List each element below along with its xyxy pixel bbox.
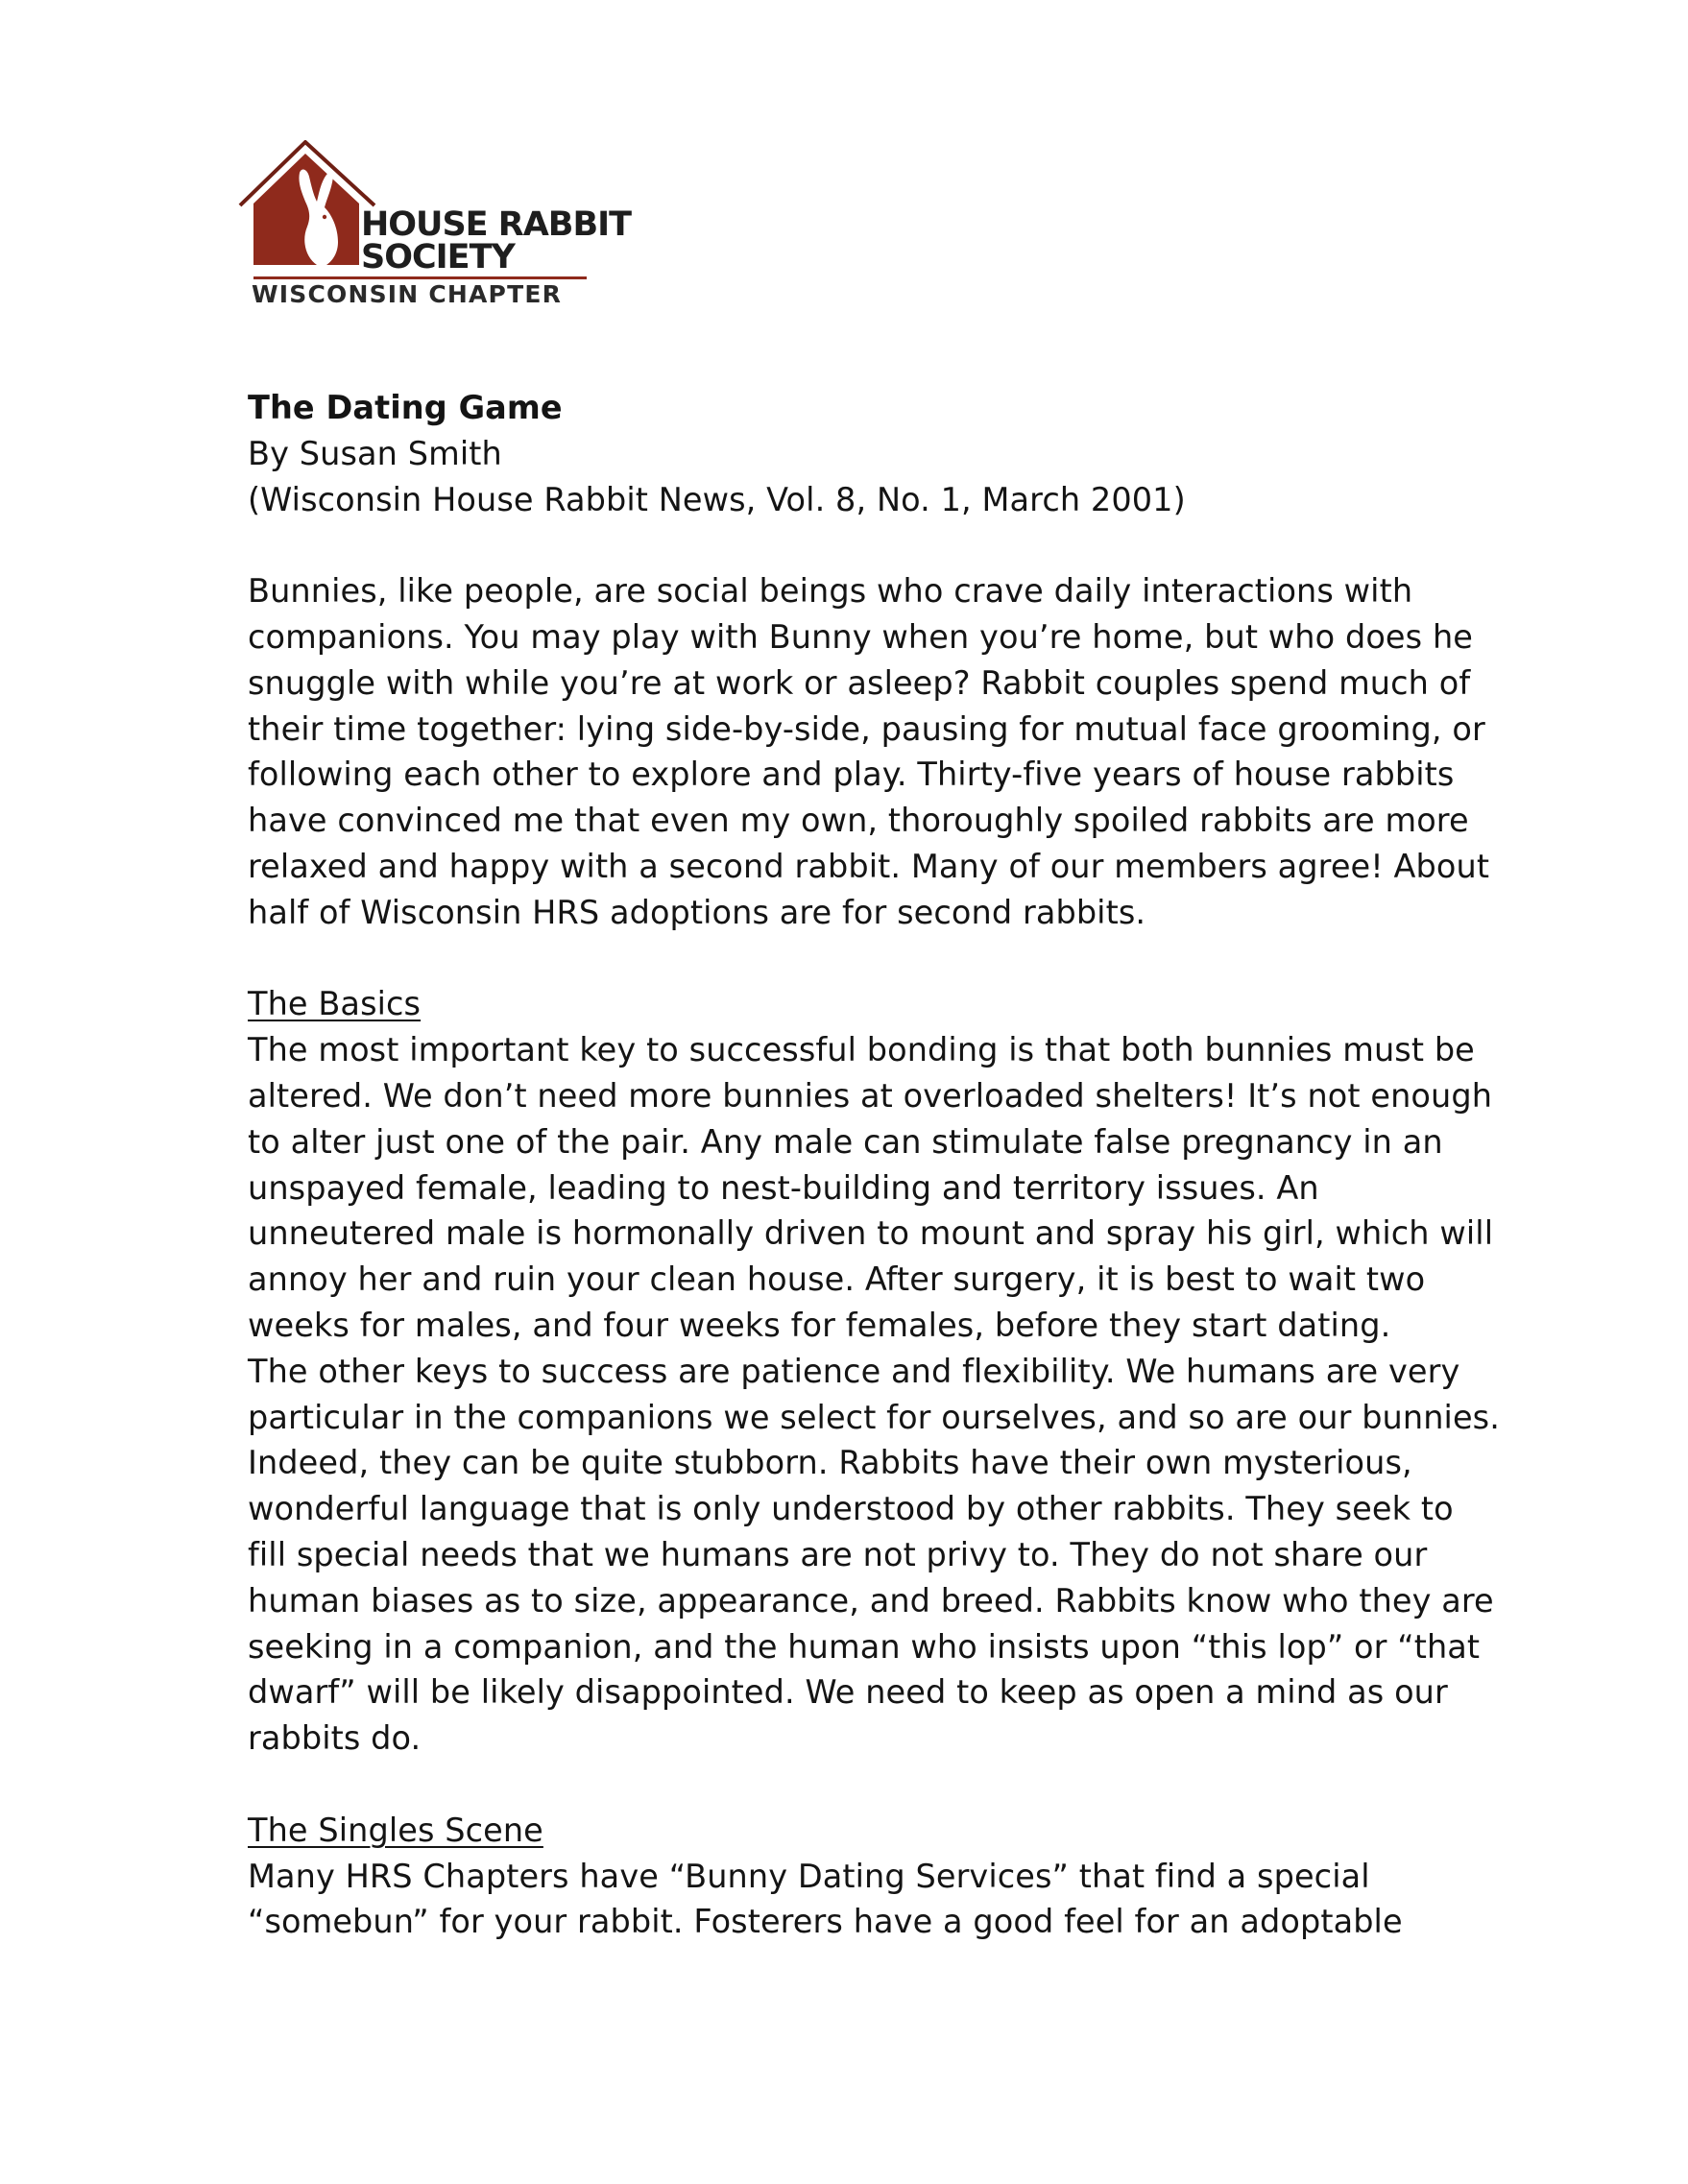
logo-title-line-1: HOUSE RABBIT: [361, 205, 632, 244]
text-line: dwarf” will be likely disappointed. We need to keep as open a mind as our: [248, 1673, 1448, 1712]
text-line: half of Wisconsin HRS adoptions are for second rabbits.: [248, 893, 1146, 931]
article-title: The Dating Game: [248, 389, 563, 426]
article-source: (Wisconsin House Rabbit News, Vol. 8, No. 1, March 2001): [248, 480, 1186, 518]
singles-section: [248, 1854, 1496, 1946]
logo-divider: [253, 276, 587, 279]
section-heading-singles: The Singles Scene: [248, 1811, 543, 1849]
text-line: human biases as to size, appearance, and breed. Rabbits know who they are: [248, 1581, 1494, 1620]
article-byline: By Susan Smith: [248, 434, 502, 472]
text-line: unspayed female, leading to nest-building and territory issues. An: [248, 1168, 1319, 1207]
paragraph-gap: [248, 936, 1496, 982]
text-line: have convinced me that even my own, thoroughly spoiled rabbits are more: [248, 802, 1469, 840]
logo-chapter-name: WISCONSIN CHAPTER: [252, 280, 563, 308]
text-line: seeking in a companion, and the human who insists upon “this lop” or “that: [248, 1627, 1481, 1666]
article-body: [248, 385, 1500, 1945]
text-line: Indeed, they can be quite stubborn. Rabbits have their own mysterious,: [248, 1444, 1412, 1482]
section-heading-basics: The Basics: [248, 985, 422, 1023]
logo-title-line-2: SOCIETY: [361, 238, 515, 276]
text-line: rabbits do.: [248, 1719, 422, 1758]
text-line: following each other to explore and play. Thirty-five years of house rabbits: [248, 756, 1455, 794]
text-line: wonderful language that is only understood by other rabbits. They seek to: [248, 1490, 1454, 1528]
intro-paragraph: [248, 568, 1496, 935]
text-line: Bunnies, like people, are social beings who crave daily interactions with: [248, 572, 1413, 611]
text-line: companions. You may play with Bunny when you’re home, but who does he: [248, 617, 1473, 656]
text-line: relaxed and happy with a second rabbit. Many of our members agree! About: [248, 847, 1490, 885]
text-line: Many HRS Chapters have “Bunny Dating Services” that find a special: [248, 1857, 1370, 1895]
text-line: to alter just one of the pair. Any male can stimulate false pregnancy in an: [248, 1122, 1443, 1161]
text-line: The most important key to successful bonding is that both bunnies must be: [248, 1031, 1475, 1069]
paragraph-gap: [248, 522, 1496, 568]
paragraph-gap: [248, 1762, 1496, 1808]
text-line: fill special needs that we humans are not privy to. They do not share our: [248, 1535, 1428, 1573]
text-line: particular in the companions we select for ourselves, and so are our bunnies.: [248, 1398, 1500, 1436]
text-line: their time together: lying side-by-side, pausing for mutual face grooming, or: [248, 709, 1485, 748]
text-line: “somebun” for your rabbit. Fosterers have a good feel for an adoptable: [248, 1903, 1403, 1941]
basics-section: [248, 1027, 1500, 1762]
text-line: altered. We don’t need more bunnies at overloaded shelters! It’s not enough: [248, 1076, 1493, 1115]
text-line: The other keys to success are patience and flexibility. We humans are very: [248, 1352, 1460, 1390]
text-line: annoy her and ruin your clean house. After surgery, it is best to wait two: [248, 1260, 1426, 1299]
text-line: unneutered male is hormonally driven to mount and spray his girl, which will: [248, 1214, 1494, 1253]
text-line: snuggle with while you’re at work or asleep? Rabbit couples spend much of: [248, 663, 1471, 702]
house-rabbit-society-logo: [234, 140, 632, 308]
text-line: weeks for males, and four weeks for females, before they start dating.: [248, 1306, 1391, 1344]
